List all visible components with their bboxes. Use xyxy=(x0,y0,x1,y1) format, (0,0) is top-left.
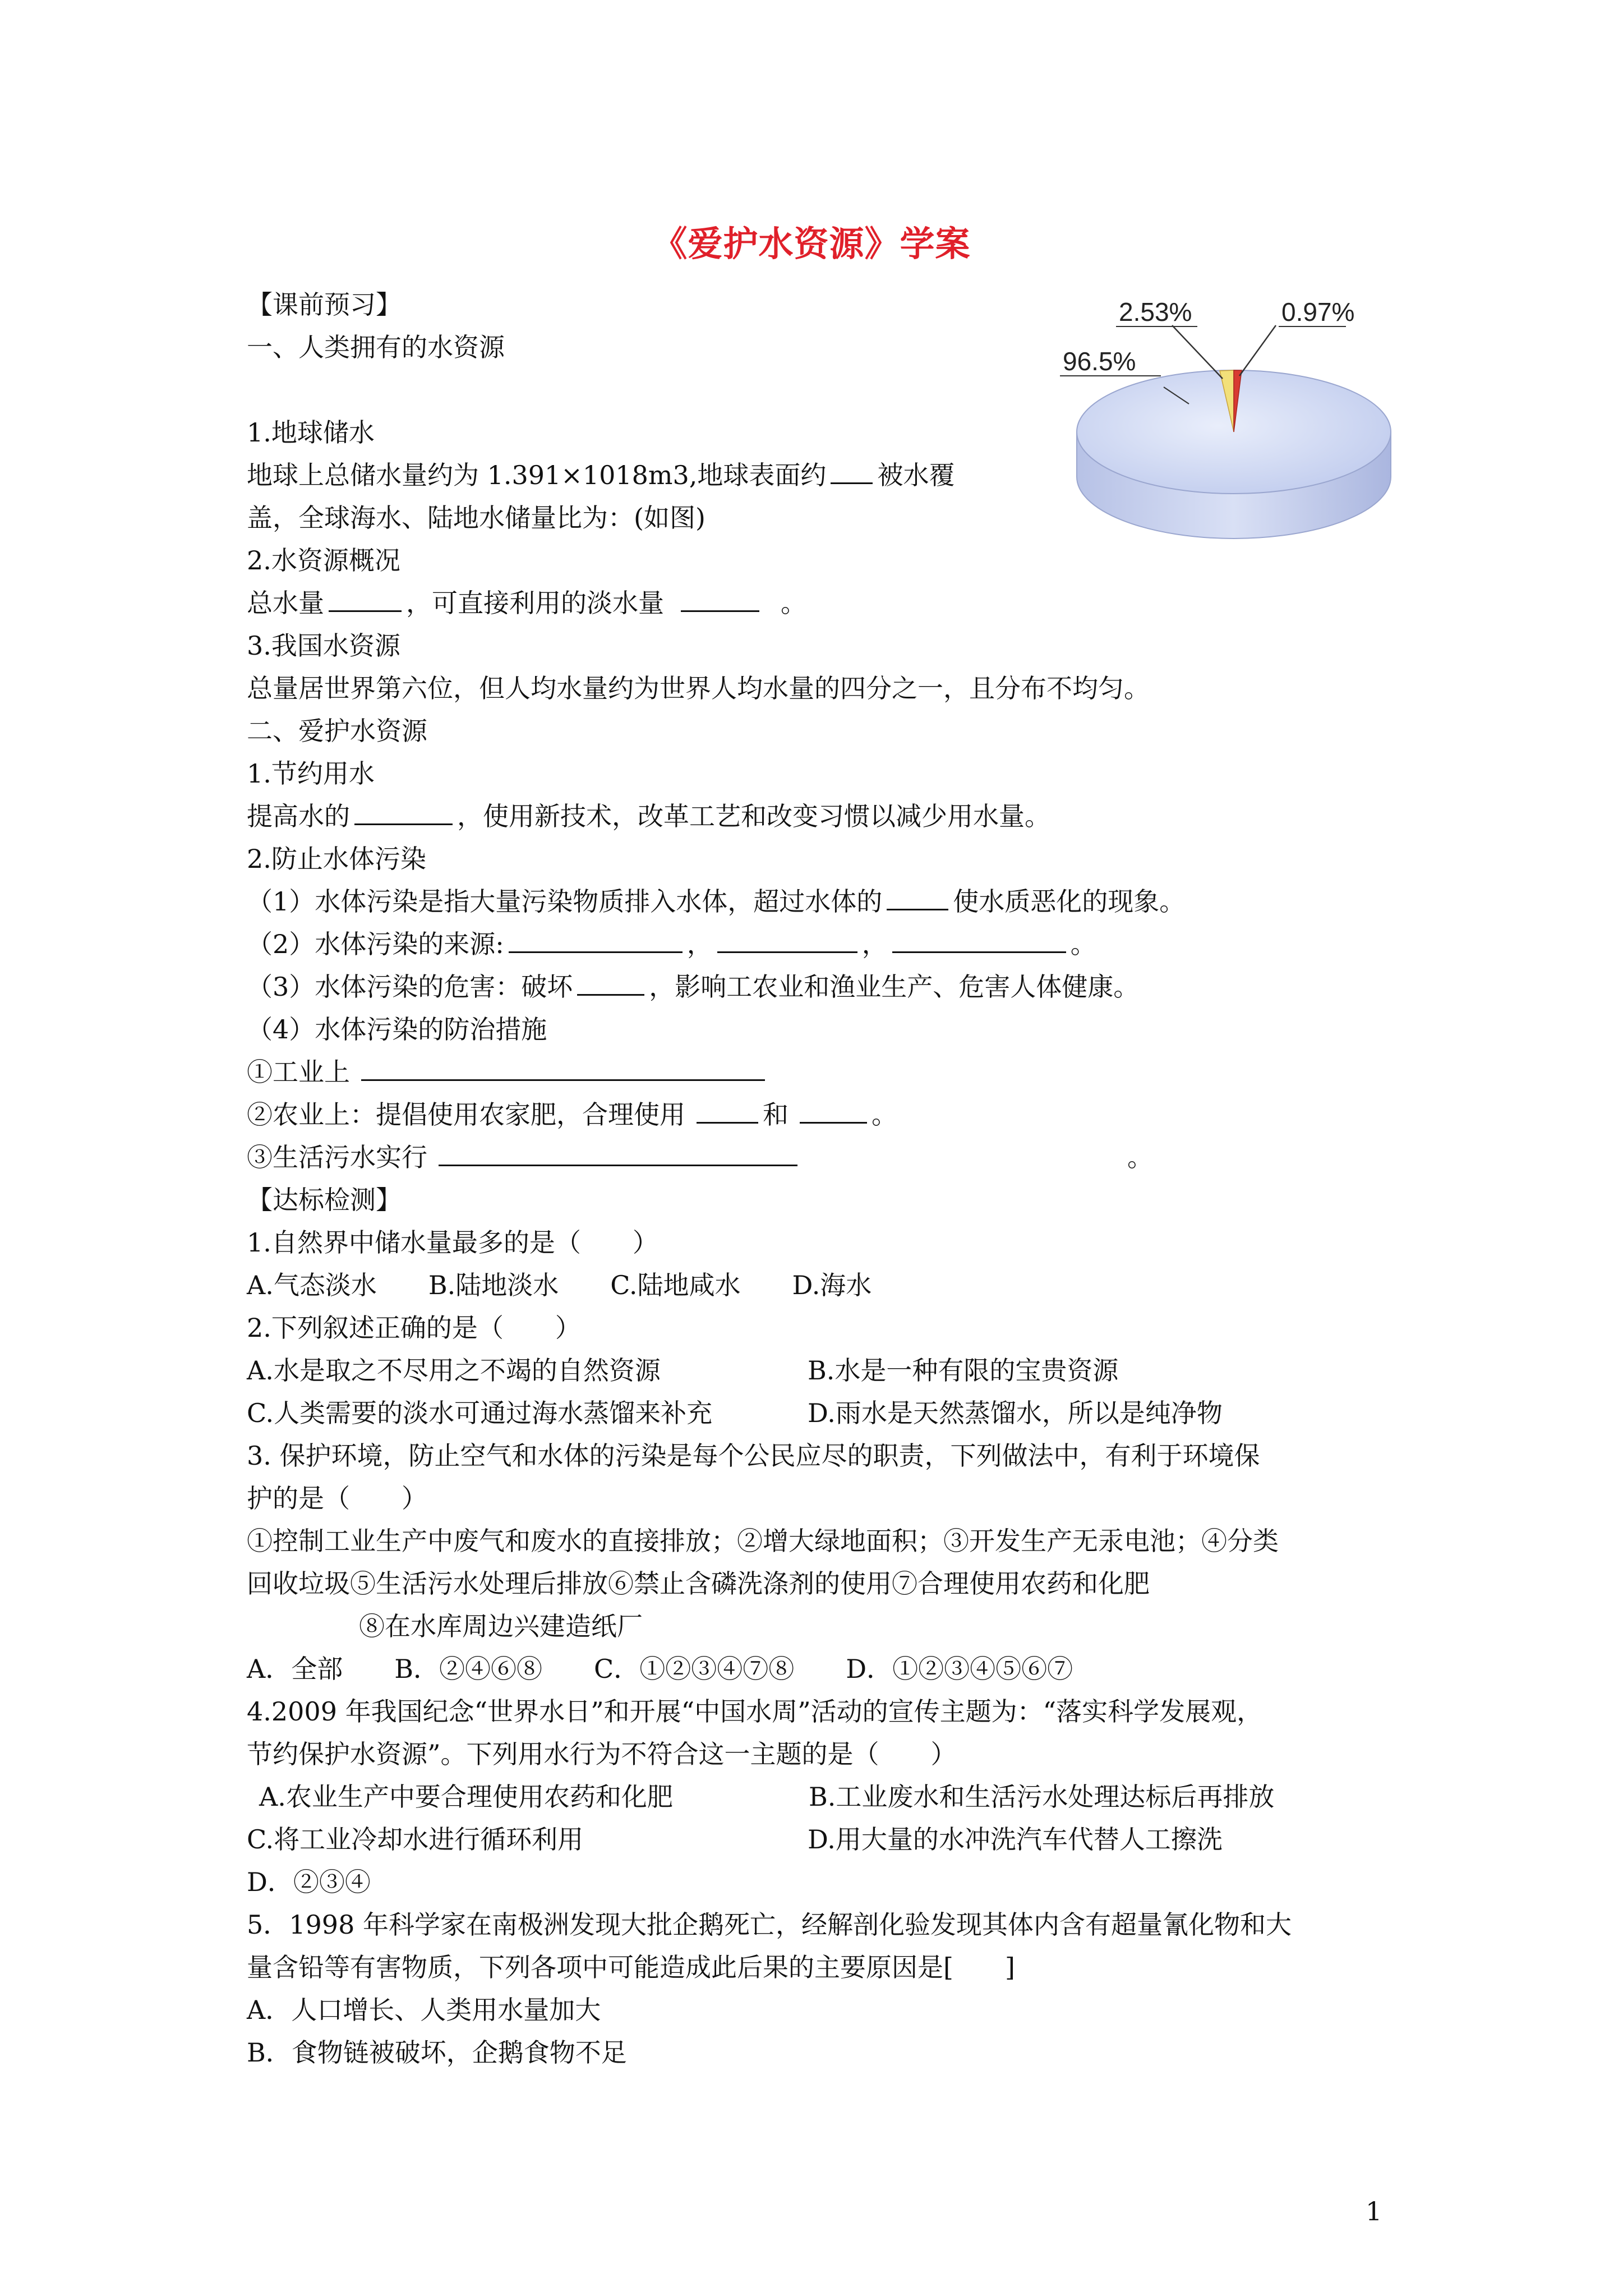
worksheet-body xyxy=(247,283,1402,2074)
text-line: （4）水体污染的防治措施 xyxy=(247,1014,547,1045)
question-2: 2.下列叙述正确的是（ ） xyxy=(247,1313,581,1343)
text-line: 地球上总储水量约为 1.391×1018m3,地球表面约 被水覆 xyxy=(247,460,955,490)
question-1-options: A.气态淡水 B.陆地淡水 C.陆地咸水 D.海水 xyxy=(247,1270,872,1300)
fill-blank[interactable] xyxy=(329,588,402,612)
question-4-options: D．②③④ xyxy=(247,1867,371,1897)
fill-blank[interactable] xyxy=(717,929,857,953)
fill-blank[interactable] xyxy=(509,929,683,953)
question-5-cont: 量含铅等有害物质，下列各项中可能造成此后果的主要原因是[ ] xyxy=(247,1952,1015,1982)
item-china-water: 3.我国水资源 xyxy=(247,631,400,661)
question-2-options: A.水是取之不尽用之不竭的自然资源 B.水是一种有限的宝贵资源 xyxy=(247,1355,1119,1386)
fill-blank[interactable] xyxy=(577,972,644,996)
fill-blank[interactable] xyxy=(892,929,1066,953)
heading-protect-water: 二、爱护水资源 xyxy=(247,716,427,746)
fill-blank[interactable] xyxy=(354,801,453,825)
question-3-options: A．全部 B．②④⑥⑧ C．①②③④⑦⑧ D．①②③④⑤⑥⑦ xyxy=(247,1654,1073,1684)
page-number: 1 xyxy=(1366,2196,1382,2226)
fill-blank[interactable] xyxy=(697,1099,758,1124)
text-line: （3）水体污染的危害：破坏 ，影响工农业和渔业生产、危害人体健康。 xyxy=(247,972,1140,1002)
text-line: （1）水体污染是指大量污染物质排入水体，超过水体的 使水质恶化的现象。 xyxy=(247,886,1186,917)
question-5-option-a: A．人口增长、人类用水量加大 xyxy=(247,1995,601,2025)
text-line: 总量居世界第六位，但人均水量约为世界人均水量的四分之一，且分布不均匀。 xyxy=(247,673,1150,703)
item-overview: 2.水资源概况 xyxy=(247,545,400,576)
section-assessment: 【达标检测】 xyxy=(247,1185,402,1215)
page-title: 《爱护水资源》学案 xyxy=(652,223,971,264)
pie-label-0-97: 0.97% xyxy=(1281,297,1355,326)
question-4-options: C.将工业冷却水进行循环利用 D.用大量的水冲洗汽车代替人工擦洗 xyxy=(247,1824,1223,1855)
pie-label-96-5: 96.5% xyxy=(1063,347,1136,376)
section-preview: 【课前预习】 xyxy=(247,289,402,320)
question-5-option-b: B．食物链被破坏，企鹅食物不足 xyxy=(247,2037,627,2068)
question-2-options: C.人类需要的淡水可通过海水蒸馏来补充 D.雨水是天然蒸馏水，所以是纯净物 xyxy=(247,1398,1223,1428)
heading-water-resources: 一、人类拥有的水资源 xyxy=(247,332,505,362)
question-1: 1.自然界中储水量最多的是（ ） xyxy=(247,1227,658,1258)
text-line: ③生活污水实行 。 xyxy=(247,1142,1153,1172)
question-3-items: 回收垃圾⑤生活污水处理后排放⑥禁止含磷洗涤剂的使用⑦合理使用农药和化肥 xyxy=(247,1568,1150,1599)
text-line: （2）水体污染的来源: ， ， 。 xyxy=(247,929,1096,959)
fill-blank[interactable] xyxy=(887,886,948,910)
question-4-cont: 节约保护水资源”。下列用水行为不符合这一主题的是（ ） xyxy=(247,1739,957,1769)
text-line: 提高水的 ，使用新技术，改革工艺和改变习惯以减少用水量。 xyxy=(247,801,1050,831)
text-line: ①工业上 xyxy=(247,1051,1402,1093)
pie-label-2-53: 2.53% xyxy=(1119,297,1192,326)
item-earth-water: 1.地球储水 xyxy=(247,417,375,448)
fill-blank[interactable] xyxy=(800,1099,867,1124)
question-3: 3. 保护环境，防止空气和水体的污染是每个公民应尽的职责，下列做法中，有利于环境保 xyxy=(247,1441,1260,1471)
question-5: 5．1998 年科学家在南极洲发现大批企鹅死亡，经解剖化验发现其体内含有超量氰化物和大 xyxy=(247,1910,1292,1940)
text-line: ②农业上：提倡使用农家肥，合理使用 和 。 xyxy=(247,1099,897,1130)
item-save-water: 1.节约用水 xyxy=(247,758,375,789)
item-prevent-pollution: 2.防止水体污染 xyxy=(247,844,426,874)
question-4: 4.2009 年我国纪念“世界水日”和开展“中国水周”活动的宣传主题为：“落实科学发展观， xyxy=(247,1696,1263,1727)
question-3-cont: 护的是（ ） xyxy=(247,1483,427,1513)
fill-blank[interactable] xyxy=(439,1142,797,1166)
fill-blank[interactable] xyxy=(361,1057,765,1081)
text-line: 总水量 ，可直接利用的淡水量 。 xyxy=(247,588,806,618)
question-3-items: ①控制工业生产中废气和废水的直接排放；②增大绿地面积；③开发生产无汞电池；④分类 xyxy=(247,1526,1279,1556)
question-4-options: A.农业生产中要合理使用农药和化肥 B.工业废水和生活污水处理达标后再排放 xyxy=(259,1782,1275,1812)
question-3-items: ⑧在水库周边兴建造纸厂 xyxy=(359,1611,643,1641)
fill-blank[interactable] xyxy=(681,588,759,612)
fill-blank[interactable] xyxy=(831,460,873,484)
text-line: 盖，全球海水、陆地水储量比为：(如图) xyxy=(247,503,706,533)
